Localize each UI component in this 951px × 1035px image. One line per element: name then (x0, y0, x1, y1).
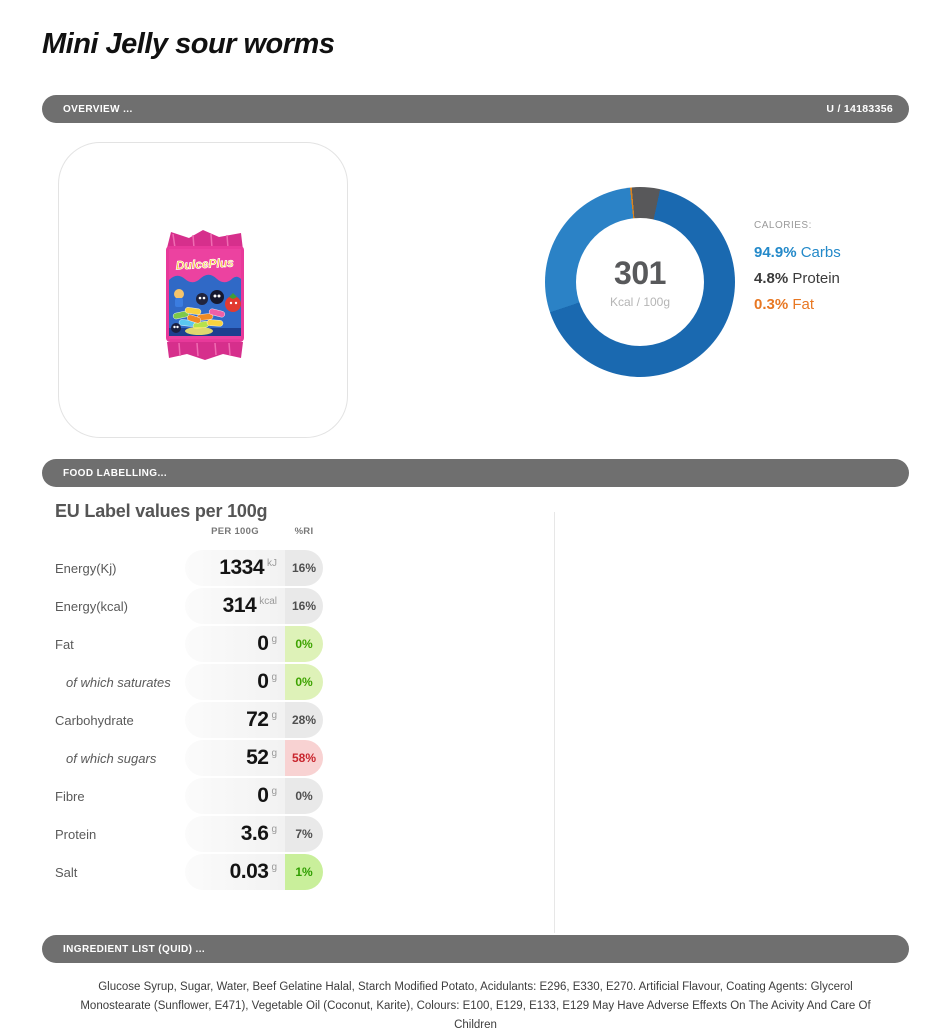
food-labelling-label: FOOD LABELLING... (63, 467, 168, 479)
row-value-pill (185, 778, 285, 814)
row-unit: kcal (259, 595, 277, 607)
row-value: 0.03 (229, 860, 269, 883)
table-row (55, 816, 325, 852)
calorie-donut-chart (545, 187, 735, 377)
table-row (55, 702, 325, 738)
section-header-overview[interactable] (42, 95, 909, 123)
svg-text:DulcePlus: DulcePlus (175, 255, 235, 273)
row-ri-badge: 28% (285, 702, 323, 738)
row-value: 0 (257, 632, 269, 655)
calorie-legend (754, 220, 841, 318)
row-ri-badge: 7% (285, 816, 323, 852)
row-value: 1334 (219, 556, 264, 579)
row-value: 3.6 (240, 822, 269, 845)
table-row (55, 778, 325, 814)
row-label: Energy(Kj) (55, 560, 117, 576)
row-label: of which sugars (66, 750, 157, 766)
legend-item-fat: 0.3% Fat (754, 296, 815, 313)
row-value-pill (185, 664, 285, 700)
row-value: 0 (257, 670, 269, 693)
product-card (58, 142, 348, 438)
legend-title: CALORIES: (754, 220, 812, 231)
row-value-pill (185, 854, 285, 890)
row-value: 0 (257, 784, 269, 807)
row-unit: g (271, 861, 277, 873)
row-label: of which saturates (66, 674, 171, 690)
row-value-pill (185, 588, 285, 624)
table-row (55, 740, 325, 776)
row-label: Carbohydrate (55, 712, 134, 728)
row-value: 314 (222, 594, 257, 617)
row-value-pill (185, 550, 285, 586)
table-row (55, 550, 325, 586)
row-label: Salt (55, 864, 78, 880)
table-row (55, 626, 325, 662)
legend-item-protein: 4.8% Protein (754, 270, 840, 287)
table-column-headers (55, 526, 325, 540)
row-value-pill (185, 740, 285, 776)
row-unit: g (271, 785, 277, 797)
ingredient-list-label: INGREDIENT LIST (QUID) ... (63, 943, 206, 955)
vertical-divider (554, 512, 555, 933)
overview-label: OVERVIEW ... (63, 103, 133, 115)
ingredient-text: Glucose Syrup, Sugar, Water, Beef Gelatine Halal, Starch Modified Potato, Acidulants: E296, E330, E270. Artificial Flavour, Coating Agents: Glycerol Monostearate (Sunflower, E471), Vegetable Oil (Coconut, Karite), Colours: E100, E129, E133, E129 May Have Adverse Effexts On The Acivity And Care Of Children (80, 981, 871, 1031)
row-ri-badge: 16% (285, 588, 323, 624)
nutrition-table (55, 526, 325, 892)
row-label: Fat (55, 636, 74, 652)
table-row (55, 588, 325, 624)
row-ri-badge: 0% (285, 626, 323, 662)
legend-item-carbs: 94.9% Carbs (754, 244, 841, 261)
row-unit: g (271, 823, 277, 835)
row-ri-badge: 1% (285, 854, 323, 890)
row-value-pill (185, 816, 285, 852)
row-label: Fibre (55, 788, 85, 804)
section-header-ingredient-list[interactable] (42, 935, 909, 963)
donut-center-value: 301 (614, 255, 666, 291)
row-ri-badge: 16% (285, 550, 323, 586)
column-header-ri: %RI (294, 526, 314, 537)
row-label: Energy(kcal) (55, 598, 128, 614)
row-unit: g (271, 633, 277, 645)
section-header-food-labelling[interactable] (42, 459, 909, 487)
row-unit: g (271, 671, 277, 683)
nutrition-heading: EU Label values per 100g (55, 501, 268, 521)
donut-center-label: Kcal / 100g (609, 295, 671, 309)
product-image (159, 224, 251, 362)
column-header-per100g: PER 100G (211, 526, 259, 537)
product-code: U / 14183356 (826, 103, 893, 115)
row-unit: kJ (267, 557, 277, 569)
row-value-pill (185, 626, 285, 662)
row-value: 72 (246, 708, 269, 731)
row-value-pill (185, 702, 285, 738)
table-row (55, 664, 325, 700)
donut-center (576, 218, 704, 346)
row-label: Protein (55, 826, 97, 842)
table-row (55, 854, 325, 890)
row-ri-badge: 0% (285, 778, 323, 814)
row-ri-badge: 58% (285, 740, 323, 776)
page-title: Mini Jelly sour worms (42, 28, 335, 60)
row-unit: g (271, 709, 277, 721)
row-ri-badge: 0% (285, 664, 323, 700)
row-value: 52 (246, 746, 269, 769)
row-unit: g (271, 747, 277, 759)
